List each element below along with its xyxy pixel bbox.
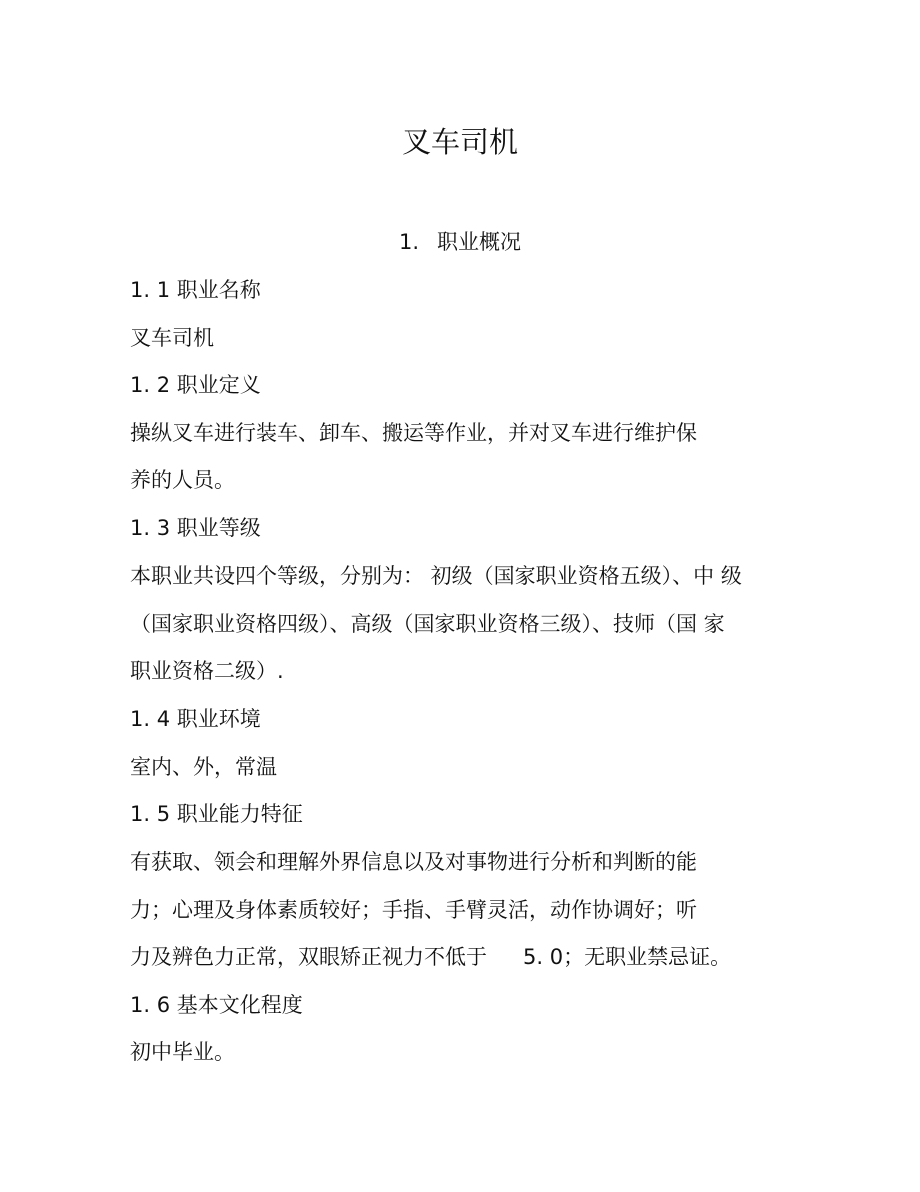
section-text: （国家职业资格四级）、高级（国家职业资格三级）、技师（国 家 — [130, 612, 725, 636]
vision-text: 力及辨色力正常，双眼矫正视力不低于 — [130, 945, 487, 969]
chapter-label: 职业概况 — [437, 230, 522, 254]
section-text: 操纵叉车进行装车、卸车、搬运等作业，并对叉车进行维护保 — [130, 421, 697, 445]
section-heading-1-4: 1. 4 职业环境 — [130, 707, 261, 731]
chapter-number: 1. — [398, 230, 420, 254]
section-text-line-with-value — [130, 943, 731, 971]
section-text: 有获取、领会和理解外界信息以及对事物进行分析和判断的能 — [130, 850, 697, 874]
section-heading-1-1: 1. 1 职业名称 — [130, 278, 261, 302]
document-title: 叉车司机 — [401, 125, 518, 159]
vision-text-end: ；无职业禁忌证。 — [563, 945, 732, 969]
section-heading-1-2: 1. 2 职业定义 — [130, 373, 261, 397]
section-text: 本职业共设四个等级，分别为： 初级（国家职业资格五级）、中 级 — [130, 564, 742, 588]
vision-value: 5. 0 — [523, 945, 564, 969]
section-text: 初中毕业。 — [130, 1040, 235, 1064]
section-text: 室内、外，常温 — [130, 755, 277, 779]
section-heading-1-3: 1. 3 职业等级 — [130, 516, 261, 540]
section-text: 叉车司机 — [130, 326, 214, 350]
section-heading-1-6: 1. 6 基本文化程度 — [130, 993, 303, 1017]
section-text: 力；心理及身体素质较好；手指、手臂灵活，动作协调好；听 — [130, 898, 697, 922]
section-text: 职业资格二级）. — [130, 659, 284, 683]
section-text: 养的人员。 — [130, 468, 235, 492]
chapter-heading — [0, 228, 920, 256]
section-heading-1-5: 1. 5 职业能力特征 — [130, 802, 303, 826]
